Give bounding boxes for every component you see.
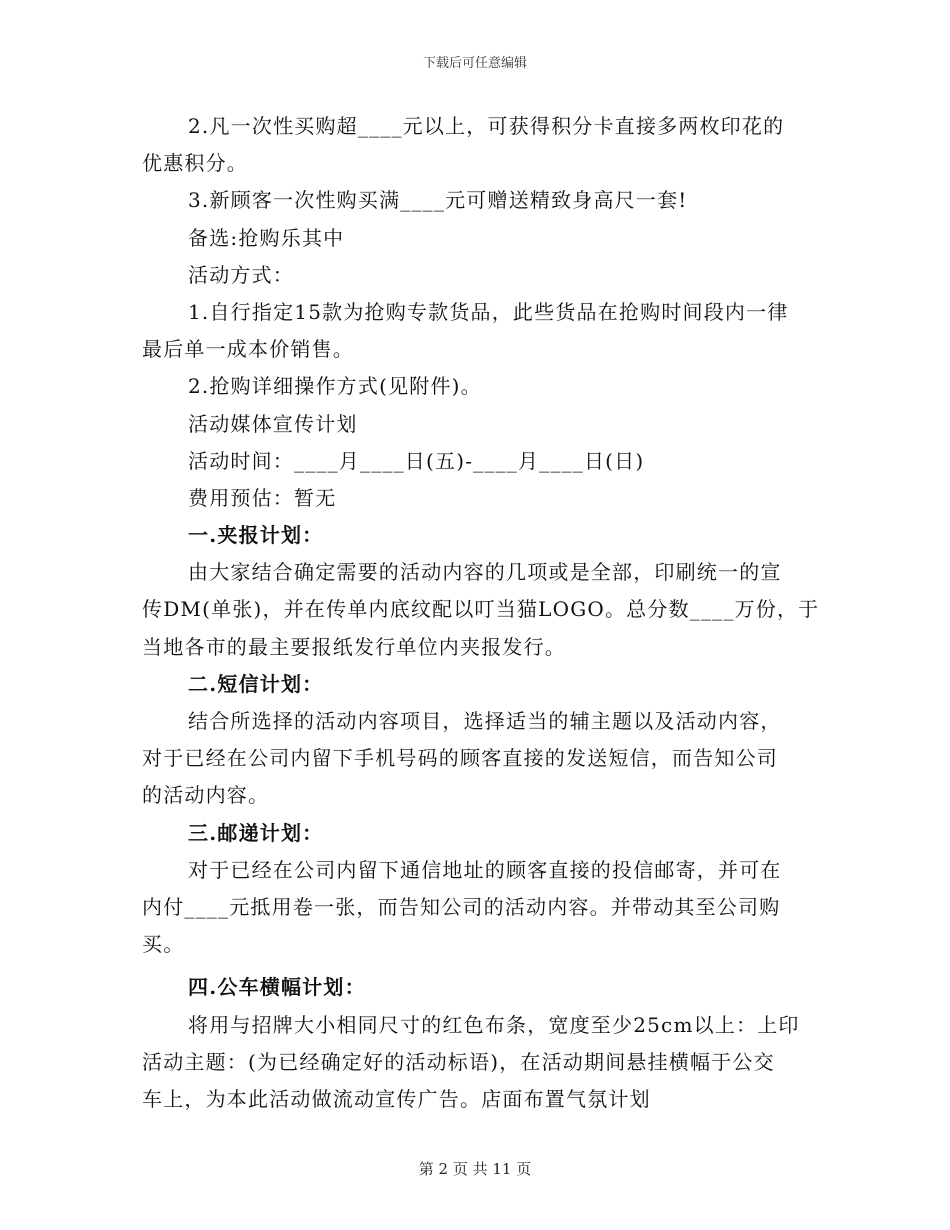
paragraph-line: 的活动内容。 — [142, 783, 270, 808]
paragraph-line: 车上，为本此活动做流动宣传广告。店面布置气氛计划 — [142, 1086, 651, 1111]
paragraph-line: 买。 — [142, 932, 185, 957]
paragraph-line: 1.自行指定15款为抢购专款货品，此些货品在抢购时间段内一律 — [188, 299, 789, 324]
paragraph-line: 对于已经在公司内留下手机号码的顾客直接的发送短信，而告知公司 — [142, 746, 778, 771]
paragraph-line: 结合所选择的活动内容项目，选择适当的辅主题以及活动内容， — [188, 709, 782, 733]
section-heading: 三.邮递计划： — [188, 820, 324, 845]
paragraph-line: 3.新顾客一次性购买满____元可赠送精致身高尺一套! — [188, 188, 688, 213]
paragraph-line: 活动时间：____月____日(五)-____月____日(日) — [188, 448, 645, 473]
paragraph-line: 内付____元抵用卷一张，而告知公司的活动内容。并带动其至公司购 — [142, 894, 781, 919]
paragraph-line: 2.抢购详细操作方式(见附件)。 — [188, 374, 482, 399]
paragraph-line: 由大家结合确定需要的活动内容的几项或是全部，印刷统一的宣 — [188, 560, 782, 585]
paragraph-line: 费用预估：暂无 — [188, 485, 337, 510]
paragraph-line: 当地各市的最主要报纸发行单位内夹报发行。 — [142, 634, 566, 659]
paragraph-line: 2.凡一次性买购超____元以上，可获得积分卡直接多两枚印花的 — [188, 114, 785, 138]
paragraph-line: 活动方式： — [188, 262, 294, 287]
paragraph-line: 对于已经在公司内留下通信地址的顾客直接的投信邮寄，并可在 — [188, 857, 782, 882]
paragraph-line: 优惠积分。 — [142, 151, 248, 176]
paragraph-line: 最后单一成本价销售。 — [142, 337, 354, 362]
paragraph-line: 传DM(单张)，并在传单内底纹配以叮当猫LOGO。总分数____万份，于 — [142, 597, 820, 622]
paragraph-line: 活动主题：(为已经确定好的活动标语)，在活动期间悬挂横幅于公交 — [142, 1049, 775, 1074]
page-number: 第 2 页 共 11 页 — [418, 1160, 532, 1178]
paragraph-line: 备选:抢购乐其中 — [188, 225, 345, 250]
paragraph-line: 将用与招牌大小相同尺寸的红色布条，宽度至少25cm以上：上印 — [188, 1012, 800, 1037]
section-heading: 四.公车横幅计划： — [188, 975, 366, 1000]
document-body — [142, 108, 820, 1118]
section-heading: 一.夹报计划： — [188, 523, 324, 548]
section-heading: 二.短信计划： — [188, 671, 324, 696]
paragraph-line: 活动媒体宣传计划 — [188, 411, 358, 436]
page-header: 下载后可任意编辑 — [422, 56, 527, 71]
